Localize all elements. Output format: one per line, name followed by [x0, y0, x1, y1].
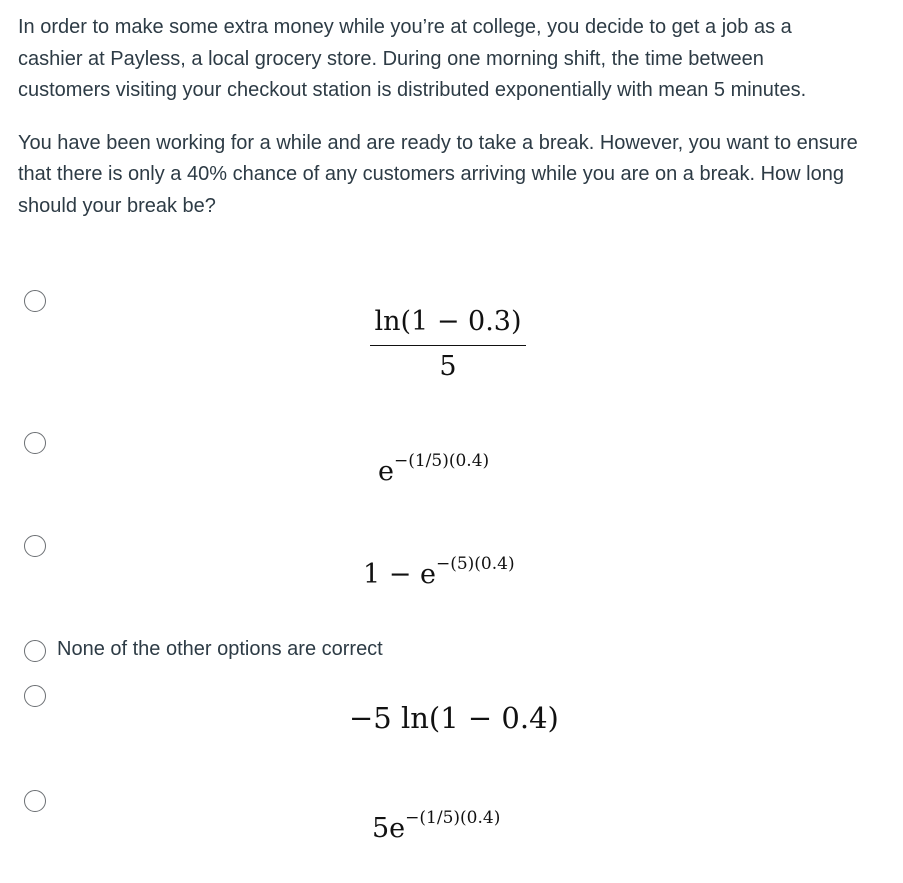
option-f-expression [372, 808, 501, 846]
option-b-expression [378, 451, 490, 489]
option-a-expression [370, 305, 526, 384]
question-text [18, 12, 858, 243]
option-c-radio[interactable] [24, 535, 46, 557]
option-b-radio[interactable] [24, 432, 46, 454]
option-d-label: None of the other options are correct [57, 638, 383, 660]
question-paragraph-2: You have been working for a while and are ready to take a break. However, you want to ensure that there is only a 40% chance of any customers arriving while you are on a break. How long should your break be? [18, 131, 858, 217]
option-b-exponent: −(1/5)(0.4) [393, 451, 490, 471]
option-f-base: 5e [372, 813, 406, 844]
option-a-numerator: ln(1 − 0.3) [370, 305, 526, 346]
option-c-expression [363, 554, 515, 592]
option-f-exponent: −(1/5)(0.4) [405, 808, 501, 828]
option-a-radio[interactable] [24, 290, 46, 312]
option-b-base: e [378, 456, 394, 487]
question-paragraph-1: In order to make some extra money while you’re at college, you decide to get a job as a cashier at Payless, a local grocery store. During one morning shift, the time between customers visiting your checkout station is distributed exponentially with mean 5 minutes. [18, 16, 807, 101]
option-c-base: 1 − e [363, 559, 436, 590]
option-f-radio[interactable] [24, 790, 46, 812]
option-d-radio[interactable] [24, 640, 46, 662]
option-e-radio[interactable] [24, 685, 46, 707]
option-e-expression: −5 ln(1 − 0.4) [349, 701, 559, 735]
option-a-denominator: 5 [439, 351, 457, 382]
option-c-exponent: −(5)(0.4) [435, 554, 515, 574]
